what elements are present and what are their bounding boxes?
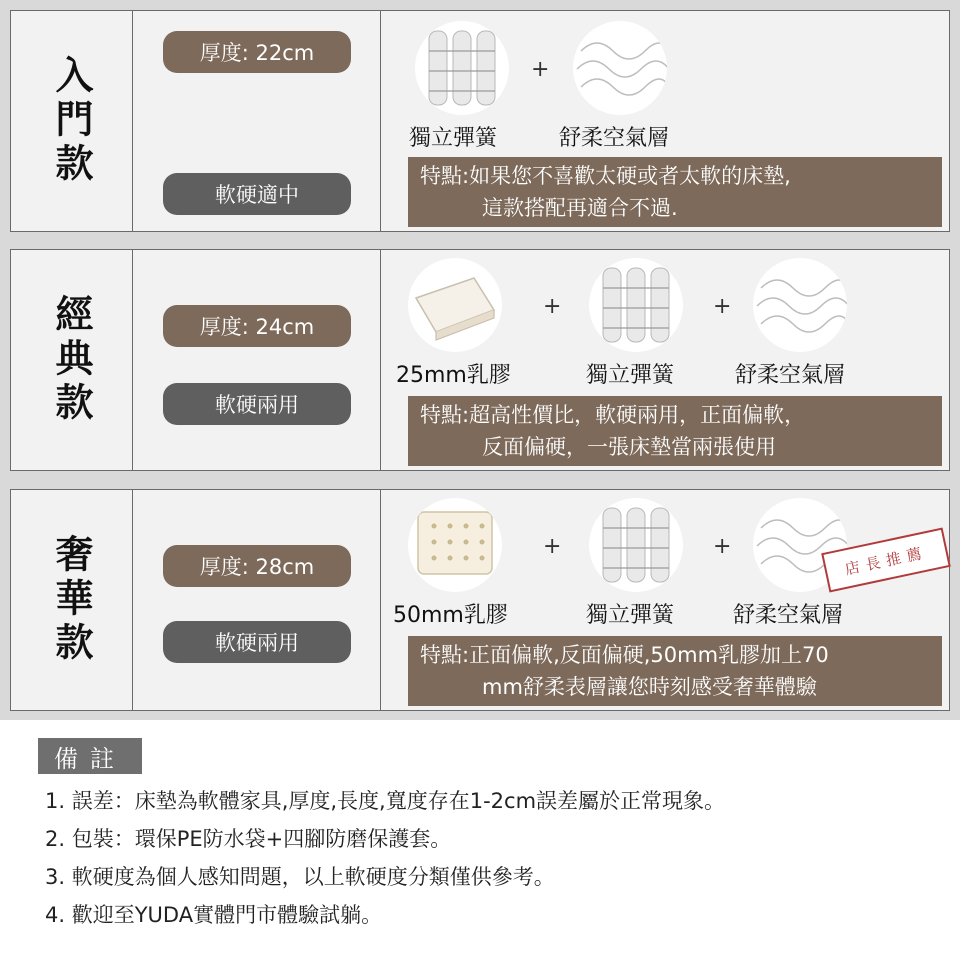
column-divider <box>132 11 133 231</box>
feature-line: 特點:如果您不喜歡太硬或者太軟的床墊, <box>420 164 791 188</box>
latex-layer-icon <box>408 498 502 592</box>
column-divider <box>380 250 381 470</box>
column-divider <box>380 490 381 710</box>
component-label: 50mm乳膠 <box>393 603 508 628</box>
firmness-badge: 軟硬適中 <box>163 173 351 215</box>
plus-sign: + <box>531 57 550 82</box>
tier-row-luxury <box>10 489 950 711</box>
latex-layer-icon <box>408 258 502 352</box>
feature-box <box>408 636 942 706</box>
component-label: 舒柔空氣層 <box>559 126 670 151</box>
pocket-spring-icon <box>589 498 683 592</box>
plus-sign: + <box>713 534 732 559</box>
plus-sign: + <box>713 294 732 319</box>
notes-list <box>45 782 945 934</box>
feature-line: 這款搭配再適合不過. <box>482 196 678 220</box>
feature-line: 反面偏硬，一張床墊當兩張使用 <box>482 435 776 459</box>
component-label: 獨立彈簧 <box>586 603 675 628</box>
note-item: 3. 軟硬度為個人感知問題，以上軟硬度分類僅供參考。 <box>45 865 555 889</box>
thickness-badge: 厚度: 24cm <box>163 305 351 347</box>
tier-row-entry <box>10 10 950 232</box>
notes-title: 備註 <box>38 738 142 774</box>
thickness-badge: 厚度: 22cm <box>163 31 351 73</box>
store-manager-recommend-stamp: 店長推薦 <box>821 528 951 593</box>
firmness-badge: 軟硬兩用 <box>163 621 351 663</box>
thickness-badge: 厚度: 28cm <box>163 545 351 587</box>
tier-name: 經典款 <box>49 294 93 426</box>
pocket-spring-icon <box>415 21 509 115</box>
firmness-badge: 軟硬兩用 <box>163 383 351 425</box>
tier-name: 奢華款 <box>49 534 93 666</box>
column-divider <box>132 250 133 470</box>
component-label: 舒柔空氣層 <box>735 363 846 388</box>
column-divider <box>132 490 133 710</box>
feature-line: 特點:超高性價比，軟硬兩用，正面偏軟， <box>420 403 806 427</box>
tier-row-classic <box>10 249 950 471</box>
column-divider <box>380 11 381 231</box>
plus-sign: + <box>543 534 562 559</box>
air-layer-icon <box>753 258 847 352</box>
note-item: 2. 包裝：環保PE防水袋+四腳防磨保護套。 <box>45 827 452 851</box>
feature-box <box>408 396 942 466</box>
note-item: 4. 歡迎至YUDA實體門市體驗試躺。 <box>45 903 383 927</box>
feature-line: 特點:正面偏軟,反面偏硬,50mm乳膠加上70 <box>420 643 829 667</box>
pocket-spring-icon <box>589 258 683 352</box>
component-label: 獨立彈簧 <box>409 126 498 151</box>
feature-box <box>408 157 942 227</box>
note-item: 1. 誤差：床墊為軟體家具,厚度,長度,寬度存在1-2cm誤差屬於正常現象。 <box>45 789 726 813</box>
plus-sign: + <box>543 294 562 319</box>
tier-name: 入門款 <box>49 55 93 187</box>
component-label: 25mm乳膠 <box>396 363 511 388</box>
component-label: 舒柔空氣層 <box>733 603 844 628</box>
component-label: 獨立彈簧 <box>586 363 675 388</box>
feature-line: mm舒柔表層讓您時刻感受奢華體驗 <box>482 675 817 699</box>
air-layer-icon <box>573 21 667 115</box>
